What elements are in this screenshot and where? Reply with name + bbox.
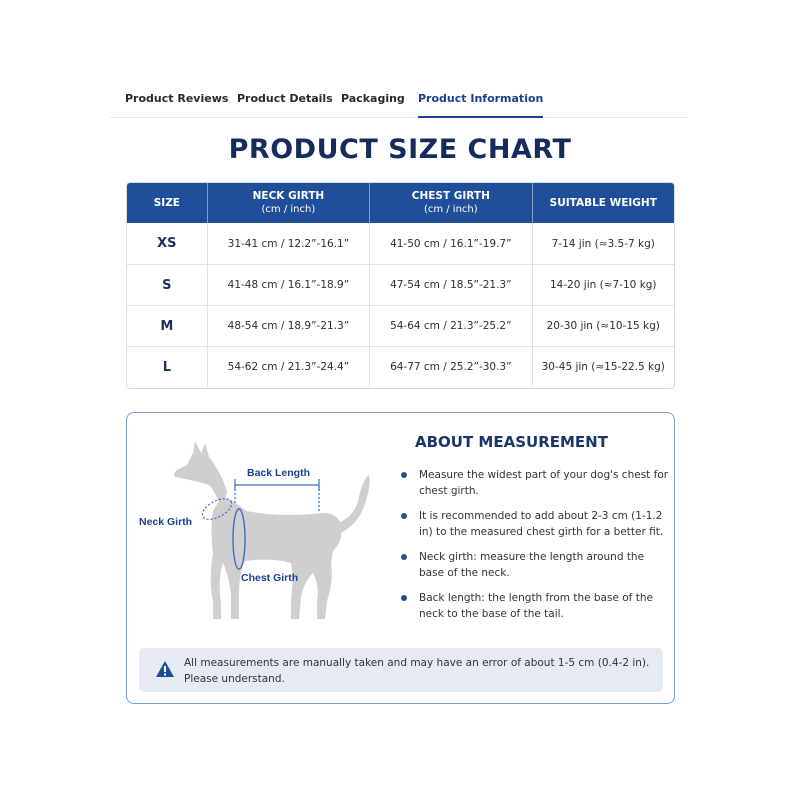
table-row bbox=[127, 223, 674, 264]
neck-girth-cell: 41-48 cm / 16.1”-18.9” bbox=[208, 265, 370, 305]
note-text: All measurements are manually taken and may have an error of about 1-5 cm (0.4-2 in). Please understand. bbox=[184, 657, 650, 685]
size-cell: L bbox=[127, 347, 208, 387]
table-row bbox=[127, 346, 674, 387]
neck-girth-cell: 31-41 cm / 12.2”-16.1” bbox=[208, 223, 370, 264]
tab-packaging[interactable]: Packaging bbox=[341, 92, 405, 105]
chest-girth-cell: 41-50 cm / 16.1”-19.7” bbox=[370, 223, 532, 264]
list-item: Back length: the length from the base of the neck to the base of the tail. bbox=[399, 590, 669, 622]
chest-girth-label: Chest Girth bbox=[241, 572, 299, 584]
about-measurement-title: ABOUT MEASUREMENT bbox=[415, 433, 608, 451]
chest-girth-cell: 47-54 cm / 18.5”-21.3” bbox=[370, 265, 532, 305]
neck-girth-cell: 54-62 cm / 21.3”-24.4” bbox=[208, 347, 370, 387]
column-header-neck-girth bbox=[208, 183, 370, 223]
size-cell: S bbox=[127, 265, 208, 305]
list-item: Measure the widest part of your dog's chest for chest girth. bbox=[399, 467, 669, 499]
column-header-size bbox=[127, 183, 208, 223]
chest-girth-cell: 64-77 cm / 25.2”-30.3” bbox=[370, 347, 532, 387]
size-chart-table bbox=[126, 182, 675, 389]
page-title: PRODUCT SIZE CHART bbox=[228, 134, 572, 165]
column-header-unit: (cm / inch) bbox=[423, 204, 478, 215]
tab-product-details[interactable]: Product Details bbox=[237, 92, 333, 105]
column-header-label: SIZE bbox=[153, 197, 180, 209]
table-row bbox=[127, 264, 674, 305]
measurement-tips-list bbox=[399, 467, 669, 631]
neck-girth-label: Neck Girth bbox=[139, 516, 193, 528]
back-length-label: Back Length bbox=[247, 467, 311, 479]
column-header-label: CHEST GIRTH bbox=[411, 190, 490, 202]
warning-triangle-icon bbox=[155, 660, 175, 678]
measurement-note bbox=[139, 648, 663, 692]
column-header-label: SUITABLE WEIGHT bbox=[549, 197, 657, 209]
weight-cell: 20-30 jin (≈10-15 kg) bbox=[546, 320, 660, 332]
back-length-marker bbox=[235, 479, 319, 513]
table-row bbox=[127, 305, 674, 346]
chest-girth-cell: 54-64 cm / 21.3”-25.2” bbox=[370, 306, 532, 346]
tab-product-reviews[interactable]: Product Reviews bbox=[125, 92, 229, 105]
column-header-unit: (cm / inch) bbox=[261, 204, 316, 215]
measurement-panel bbox=[126, 412, 675, 704]
weight-cell: 7-14 jin (≈3.5-7 kg) bbox=[551, 237, 655, 250]
neck-girth-cell: 48-54 cm / 18.9”-21.3” bbox=[208, 306, 370, 346]
weight-cell: 14-20 jin (≈7-10 kg) bbox=[549, 279, 657, 291]
size-cell: XS bbox=[127, 223, 208, 264]
column-header-suitable-weight bbox=[533, 183, 674, 223]
size-cell: M bbox=[127, 306, 208, 346]
list-item: Neck girth: measure the length around the base of the neck. bbox=[399, 549, 669, 581]
list-item: It is recommended to add about 2-3 cm (1-1.2 in) to the measured chest girth for a better fit. bbox=[399, 508, 669, 540]
weight-cell: 30-45 jin (≈15-22.5 kg) bbox=[541, 361, 665, 373]
tab-product-information[interactable]: Product Information bbox=[418, 92, 544, 105]
column-header-label: NECK GIRTH bbox=[252, 190, 325, 202]
dog-measurement-diagram bbox=[127, 413, 387, 643]
tab-bar bbox=[110, 82, 688, 118]
column-header-chest-girth bbox=[370, 183, 532, 223]
table-header-row bbox=[127, 183, 674, 223]
